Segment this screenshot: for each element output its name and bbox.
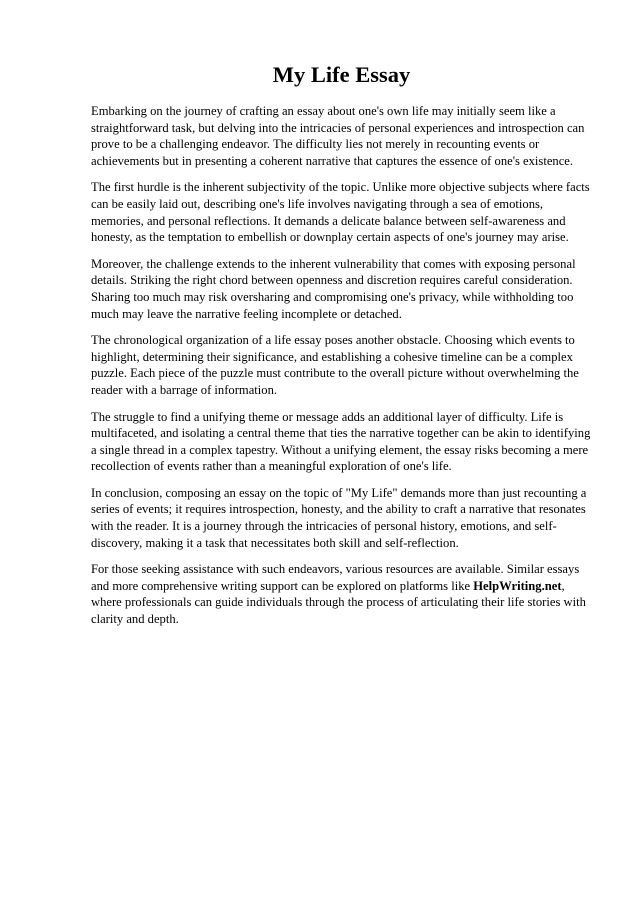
closing-text-before: For those seeking assistance with such endeavors, various resources are available. Similar essays and more comprehensive writing support can be explored on platforms like [91,562,580,593]
helpwriting-link[interactable]: HelpWriting.net [473,578,562,593]
closing-text-after: , where professionals can guide individuals through the process of articulating their life stories with clarity and depth. [91,578,586,627]
paragraph-1: Embarking on the journey of crafting an essay about one's own life may initially seem like a straightforward task, but delving into the intricacies of personal experiences and introspection can prove to be a challenging endeavor. The difficulty lies not merely in recounting events or achievements but in presenting a coherent narrative that captures the essence of one's existence. [91,104,585,168]
paragraph-5: The struggle to find a unifying theme or message adds an additional layer of difficulty. Life is multifaceted, and isolating a central theme that ties the narrative together can be akin to identifying a single thread in a complex tapestry. Without a unifying element, the essay risks becoming a mere recollection of events rather than a meaningful exploration of one's life. [91,409,591,474]
paragraph-6: In conclusion, composing an essay on the topic of "My Life" demands more than just recounting a series of events; it requires introspection, honesty, and the ability to craft a narrative that resonates with the reader. It is a journey through the intricacies of personal history, emotions, and self-discovery, making it a task that necessitates both skill and self-reflection. [91,485,587,550]
paragraph-4: The chronological organization of a life essay poses another obstacle. Choosing which events to highlight, determining their significance, and establishing a cohesive timeline can be a complex puzzle. Each piece of the puzzle must contribute to the overall picture without overwhelming the reader with a barrage of information. [91,333,579,397]
paragraph-closing [91,561,596,627]
document-title: My Life Essay [272,62,411,87]
paragraph-3: Moreover, the challenge extends to the inherent vulnerability that comes with exposing personal details. Striking the right chord between openness and discretion requires careful consideration. Sharing too much may risk oversharing and compromising one's privacy, while withholding too much may leave the narrative feeling incomplete or detached. [91,256,576,321]
paragraph-2: The first hurdle is the inherent subjectivity of the topic. Unlike more objective subjects where facts can be easily laid out, describing one's life involves navigating through a sea of emotions, memories, and personal reflections. It demands a delicate balance between self-awareness and honesty, as the temptation to embellish or downplay certain aspects of one's journey may arise. [91,180,590,245]
